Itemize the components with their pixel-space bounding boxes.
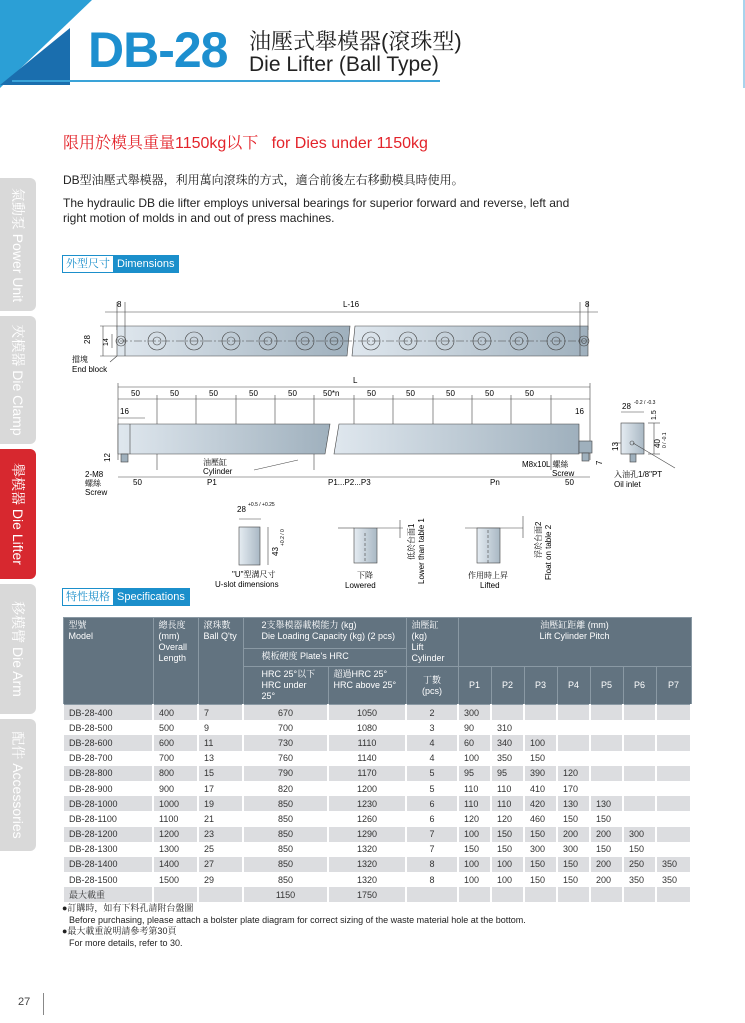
end-block-zh: 擋塊 — [72, 355, 88, 364]
table-cell — [590, 705, 623, 721]
table-cell: 850 — [243, 842, 328, 857]
dim-L-16: L-16 — [343, 300, 360, 309]
table-cell — [590, 766, 623, 781]
table-cell: 100 — [458, 827, 491, 842]
header-p7: P7 — [656, 667, 691, 705]
table-cell: 110 — [458, 796, 491, 811]
table-cell: 1200 — [328, 781, 406, 796]
table-cell: 6 — [406, 796, 458, 811]
side-tab-die-arm[interactable] — [0, 584, 36, 714]
table-cell — [623, 751, 656, 766]
dim-16-right: 16 — [575, 407, 584, 416]
table-cell — [524, 705, 557, 721]
lowered-diagram — [338, 520, 403, 563]
table-cell: 1320 — [328, 842, 406, 857]
table-cell: 130 — [590, 796, 623, 811]
table-cell: 13 — [198, 751, 243, 766]
dim-50-bottom-right: 50 — [565, 478, 574, 487]
pitch-label: 50 — [209, 389, 218, 398]
table-cell: 95 — [491, 766, 524, 781]
table-cell — [153, 887, 198, 902]
table-cell: 200 — [557, 827, 590, 842]
table-cell: 1150 — [243, 887, 328, 902]
table-row — [63, 857, 691, 872]
pitch-label: 50 — [288, 389, 297, 398]
table-cell: 100 — [458, 857, 491, 872]
table-cell — [590, 720, 623, 735]
spec-table — [62, 617, 692, 902]
end-view-40-tol: 0 / -0.1 — [662, 432, 668, 448]
table-cell: 5 — [406, 766, 458, 781]
table-cell: 730 — [243, 735, 328, 750]
table-cell — [557, 705, 590, 721]
header-cylinder: 油壓缸 (kg) Lift Cylinder — [406, 618, 458, 667]
table-cell: 8 — [406, 872, 458, 887]
table-cell — [590, 781, 623, 796]
header-length: 總長度 (mm) Overall Length — [153, 618, 198, 705]
table-cell: DB-28-700 — [63, 751, 153, 766]
table-cell — [656, 887, 691, 902]
lower-table-en: Lower than table 1 — [417, 518, 426, 584]
table-cell — [491, 887, 524, 902]
table-cell: DB-28-1200 — [63, 827, 153, 842]
header-hrc-under: HRC 25°以下 HRC under 25° — [243, 667, 328, 705]
table-cell: 200 — [590, 872, 623, 887]
table-cell — [656, 766, 691, 781]
header-pcs: 丁數 (pcs) — [406, 667, 458, 705]
table-row — [63, 766, 691, 781]
table-cell — [557, 887, 590, 902]
table-cell: 7 — [198, 705, 243, 721]
table-cell: DB-28-800 — [63, 766, 153, 781]
table-cell: 15 — [198, 766, 243, 781]
section-label-zh: 外型尺寸 — [63, 256, 113, 272]
table-row — [63, 735, 691, 750]
table-cell: 800 — [153, 766, 198, 781]
table-row — [63, 751, 691, 766]
table-cell: 700 — [243, 720, 328, 735]
screw-right-en: Screw — [552, 469, 575, 478]
table-cell: 820 — [243, 781, 328, 796]
dim-8-left: 8 — [117, 300, 122, 309]
pitch-label: 50 — [446, 389, 455, 398]
table-cell: 1050 — [328, 705, 406, 721]
end-block-en: End block — [72, 365, 108, 374]
table-cell: 95 — [458, 766, 491, 781]
table-cell — [623, 766, 656, 781]
table-cell: 850 — [243, 811, 328, 826]
side-tab-label: 移模臂 Die Arm — [10, 601, 26, 697]
table-cell: 1000 — [153, 796, 198, 811]
table-cell: 790 — [243, 766, 328, 781]
table-cell — [590, 887, 623, 902]
header-p5: P5 — [590, 667, 623, 705]
table-row — [63, 887, 691, 902]
dim-12: 12 — [103, 453, 112, 462]
header-p6: P6 — [623, 667, 656, 705]
table-cell: 60 — [458, 735, 491, 750]
table-cell: 850 — [243, 872, 328, 887]
end-view-block — [621, 423, 644, 454]
pitch-label: 50 — [367, 389, 376, 398]
table-cell: DB-28-500 — [63, 720, 153, 735]
screw-right-zh: M8x10L 螺絲 — [522, 460, 569, 469]
note-1-zh: ●訂購時，如有下料孔請附台盤圖 — [62, 903, 194, 913]
lowered-en: Lowered — [345, 581, 376, 590]
table-cell — [406, 887, 458, 902]
table-cell: 150 — [557, 872, 590, 887]
table-cell: 100 — [458, 751, 491, 766]
note-2-en: For more details, refer to 30. — [69, 937, 183, 948]
table-cell: 600 — [153, 735, 198, 750]
header-hrc: 模板硬度 Plate's HRC — [243, 648, 406, 666]
table-cell: 27 — [198, 857, 243, 872]
table-cell: 150 — [524, 827, 557, 842]
u-slot-height: 43 — [271, 547, 280, 556]
lifted-diagram — [465, 516, 523, 563]
table-cell — [557, 720, 590, 735]
u-slot-width-tol: +0.5 / +0.25 — [248, 502, 275, 508]
table-cell: 100 — [524, 735, 557, 750]
title-en: Die Lifter (Ball Type) — [249, 53, 439, 76]
dim-14: 14 — [103, 338, 110, 346]
table-cell: 25 — [198, 842, 243, 857]
note-1-en: Before purchasing, please attach a bolster plate diagram for correct sizing of the waste material hole at the bottom. — [69, 914, 526, 925]
table-cell — [590, 735, 623, 750]
table-cell — [623, 781, 656, 796]
description-zh: DB型油壓式舉模器，利用萬向滾珠的方式，適合前後左右移動模具時使用。 — [63, 173, 464, 187]
table-cell: 110 — [491, 781, 524, 796]
model-title: DB-28 — [88, 22, 228, 78]
cylinder-zh: 油壓缸 — [203, 458, 227, 467]
side-tab-label: 夾模器 Die Clamp — [10, 324, 26, 436]
table-cell: 150 — [557, 811, 590, 826]
table-cell: DB-28-1000 — [63, 796, 153, 811]
float-table-zh: 浮於台面2 — [534, 521, 543, 558]
u-slot-zh: "U"型溝尺寸 — [232, 570, 276, 579]
dim-pn: Pn — [490, 478, 500, 487]
table-cell: 700 — [153, 751, 198, 766]
table-cell: 1140 — [328, 751, 406, 766]
table-row — [63, 705, 691, 721]
table-cell: DB-28-1300 — [63, 842, 153, 857]
table-cell: 130 — [557, 796, 590, 811]
title-zh: 油壓式舉模器(滾珠型) — [249, 29, 462, 54]
table-cell: 410 — [524, 781, 557, 796]
table-cell: 350 — [656, 872, 691, 887]
table-cell: 150 — [491, 827, 524, 842]
table-cell: 1500 — [153, 872, 198, 887]
page-number-divider — [43, 993, 44, 1015]
dim-L: L — [353, 376, 358, 385]
u-slot-height-tol: +0.2 / 0 — [280, 529, 286, 546]
table-row — [63, 720, 691, 735]
table-cell: 2 — [406, 705, 458, 721]
header-p2: P2 — [491, 667, 524, 705]
header-p3: P3 — [524, 667, 557, 705]
header-balls: 滾珠數 Ball Q'ty — [198, 618, 243, 705]
table-cell: 170 — [557, 781, 590, 796]
table-row — [63, 872, 691, 887]
table-cell — [656, 705, 691, 721]
table-cell — [656, 735, 691, 750]
side-bar-left — [118, 424, 330, 454]
section-label-en: Specifications — [113, 589, 189, 605]
header-hrc-above: 超過HRC 25° HRC above 25° — [328, 667, 406, 705]
table-cell: 100 — [458, 872, 491, 887]
end-view-13: 13 — [611, 442, 620, 451]
table-cell: 1750 — [328, 887, 406, 902]
pitch-label: 50 — [170, 389, 179, 398]
table-cell: DB-28-400 — [63, 705, 153, 721]
table-cell: 110 — [458, 781, 491, 796]
table-cell — [623, 811, 656, 826]
table-cell: 17 — [198, 781, 243, 796]
table-cell: 1260 — [328, 811, 406, 826]
table-cell: 250 — [623, 857, 656, 872]
table-cell: 150 — [623, 842, 656, 857]
side-tab-label: 配件 Accessories — [10, 731, 26, 839]
table-cell — [557, 751, 590, 766]
dim-28: 28 — [83, 335, 92, 344]
table-cell: 420 — [524, 796, 557, 811]
lower-table-zh: 低於台面1 — [407, 523, 416, 560]
u-slot-diagram — [239, 519, 268, 565]
table-cell — [623, 705, 656, 721]
specifications-section-label — [62, 588, 190, 606]
header-capacity: 2支舉模器載模能力 (kg) Die Loading Capacity (kg) (2 pcs) — [243, 618, 406, 649]
notes — [62, 903, 526, 949]
table-cell: 5 — [406, 781, 458, 796]
table-cell: DB-28-900 — [63, 781, 153, 796]
screw-left-en: Screw — [85, 488, 108, 497]
table-cell: 29 — [198, 872, 243, 887]
table-cell: 310 — [491, 720, 524, 735]
side-bar-right — [334, 424, 579, 454]
top-view — [100, 302, 598, 362]
table-cell: 150 — [524, 857, 557, 872]
table-cell — [524, 720, 557, 735]
side-tab-label: 舉模器 Die Lifter — [10, 463, 26, 565]
table-cell: 300 — [623, 827, 656, 842]
table-cell: 1400 — [153, 857, 198, 872]
pitch-label: 50 — [485, 389, 494, 398]
table-cell: 100 — [491, 872, 524, 887]
table-cell: 120 — [491, 811, 524, 826]
table-cell — [656, 827, 691, 842]
end-view-40: 40 — [653, 439, 662, 448]
table-cell — [198, 887, 243, 902]
table-cell: 1290 — [328, 827, 406, 842]
table-cell: 500 — [153, 720, 198, 735]
lifted-zh: 作用時上昇 — [468, 571, 508, 580]
table-cell — [623, 887, 656, 902]
pitch-label: 50*n — [323, 389, 340, 398]
header-pitch: 油壓缸距離 (mm) Lift Cylinder Pitch — [458, 618, 691, 667]
table-cell: 90 — [458, 720, 491, 735]
table-cell: 150 — [524, 751, 557, 766]
table-cell: 350 — [623, 872, 656, 887]
table-cell: 7 — [406, 842, 458, 857]
oil-inlet-en: Oil inlet — [614, 480, 641, 489]
table-cell: 390 — [524, 766, 557, 781]
lifted-en: Lifted — [480, 581, 500, 590]
dim-16-left: 16 — [120, 407, 129, 416]
table-cell — [656, 720, 691, 735]
description-en: The hydraulic DB die lifter employs universal bearings for superior forward and reverse, left and right motion of molds in and out of press machines. — [63, 196, 570, 225]
table-cell: 1300 — [153, 842, 198, 857]
table-cell: 1200 — [153, 827, 198, 842]
table-cell: 3 — [406, 720, 458, 735]
table-cell: 150 — [590, 842, 623, 857]
end-view-1-5: 1.5 — [651, 410, 658, 420]
float-table-en: Float on table 2 — [544, 524, 553, 580]
table-cell: 8 — [406, 857, 458, 872]
table-cell: 1320 — [328, 857, 406, 872]
page-number: 27 — [18, 996, 31, 1008]
table-cell: DB-28-1100 — [63, 811, 153, 826]
table-cell: 850 — [243, 827, 328, 842]
table-cell: 200 — [590, 857, 623, 872]
header-p4: P4 — [557, 667, 590, 705]
screw-left-zh: 螺絲 — [85, 479, 101, 488]
table-cell: 19 — [198, 796, 243, 811]
table-cell: DB-28-600 — [63, 735, 153, 750]
dim-50-bottom-left: 50 — [133, 478, 142, 487]
table-row — [63, 842, 691, 857]
table-cell — [590, 751, 623, 766]
table-cell: 1230 — [328, 796, 406, 811]
table-cell — [656, 781, 691, 796]
side-tab-label: 氣動泵 Power Unit — [10, 187, 26, 302]
table-cell: 350 — [656, 857, 691, 872]
table-cell — [623, 735, 656, 750]
pitch-label: 50 — [406, 389, 415, 398]
end-view-28: 28 — [622, 402, 631, 411]
table-cell: 400 — [153, 705, 198, 721]
table-cell: 200 — [590, 827, 623, 842]
table-cell: 850 — [243, 796, 328, 811]
table-cell: 150 — [557, 857, 590, 872]
table-cell: 670 — [243, 705, 328, 721]
table-cell: 150 — [524, 872, 557, 887]
table-cell — [656, 842, 691, 857]
pitch-label: 50 — [131, 389, 140, 398]
table-cell: 120 — [458, 811, 491, 826]
table-cell: 900 — [153, 781, 198, 796]
dim-p123: P1...P2...P3 — [328, 478, 371, 487]
header-model: 型號 Model — [63, 618, 153, 705]
table-cell: DB-28-1500 — [63, 872, 153, 887]
table-cell — [656, 751, 691, 766]
dim-7: 7 — [595, 460, 604, 465]
table-cell: 300 — [524, 842, 557, 857]
table-cell: 300 — [458, 705, 491, 721]
dim-8-right: 8 — [585, 300, 590, 309]
table-row — [63, 781, 691, 796]
oil-inlet-zh: 入油孔1/8"PT — [614, 470, 663, 479]
table-cell — [491, 705, 524, 721]
note-2-zh: ●最大載重說明請參考第30頁 — [62, 926, 177, 936]
u-slot-width: 28 — [237, 505, 246, 514]
table-cell: 21 — [198, 811, 243, 826]
dim-p1: P1 — [207, 478, 217, 487]
table-cell: 7 — [406, 827, 458, 842]
table-cell: 150 — [590, 811, 623, 826]
table-cell — [458, 887, 491, 902]
table-cell: 4 — [406, 751, 458, 766]
cylinder-en: Cylinder — [203, 467, 233, 476]
table-row — [63, 811, 691, 826]
table-cell: 1080 — [328, 720, 406, 735]
table-cell: 1110 — [328, 735, 406, 750]
table-cell — [656, 796, 691, 811]
pitch-label: 50 — [525, 389, 534, 398]
table-cell: DB-28-1400 — [63, 857, 153, 872]
table-cell: 最大載重 — [63, 887, 153, 902]
table-cell — [656, 811, 691, 826]
section-label-zh: 特性規格 — [63, 589, 113, 605]
table-cell: 150 — [458, 842, 491, 857]
end-view-28-tol: -0.2 / -0.3 — [634, 400, 656, 406]
table-cell: 6 — [406, 811, 458, 826]
side-tab-accessories[interactable] — [0, 719, 36, 851]
table-cell: 1170 — [328, 766, 406, 781]
pitch-label: 50 — [249, 389, 258, 398]
header-p1: P1 — [458, 667, 491, 705]
table-cell: 300 — [557, 842, 590, 857]
weight-limit-heading: 限用於模具重量1150kg以下 for Dies under 1150kg — [63, 135, 428, 152]
table-cell: 23 — [198, 827, 243, 842]
table-cell: 120 — [557, 766, 590, 781]
screw-left-spec: 2-M8 — [85, 470, 104, 479]
table-cell: 100 — [491, 857, 524, 872]
table-cell: 850 — [243, 857, 328, 872]
table-cell: 11 — [198, 735, 243, 750]
table-row — [63, 796, 691, 811]
table-cell: 340 — [491, 735, 524, 750]
table-cell: 150 — [491, 842, 524, 857]
table-cell: 4 — [406, 735, 458, 750]
table-cell — [557, 735, 590, 750]
table-row — [63, 827, 691, 842]
section-label-en: Dimensions — [113, 256, 178, 272]
table-cell: 460 — [524, 811, 557, 826]
table-cell: 1100 — [153, 811, 198, 826]
table-cell — [623, 796, 656, 811]
u-slot-en: U-slot dimensions — [215, 580, 279, 589]
table-cell — [623, 720, 656, 735]
table-cell: 1320 — [328, 872, 406, 887]
table-cell: 9 — [198, 720, 243, 735]
table-cell: 760 — [243, 751, 328, 766]
table-cell: 350 — [491, 751, 524, 766]
pitch-labels — [131, 389, 534, 398]
lowered-zh: 下降 — [357, 571, 373, 580]
table-cell — [524, 887, 557, 902]
side-view — [118, 383, 592, 477]
table-cell: 110 — [491, 796, 524, 811]
